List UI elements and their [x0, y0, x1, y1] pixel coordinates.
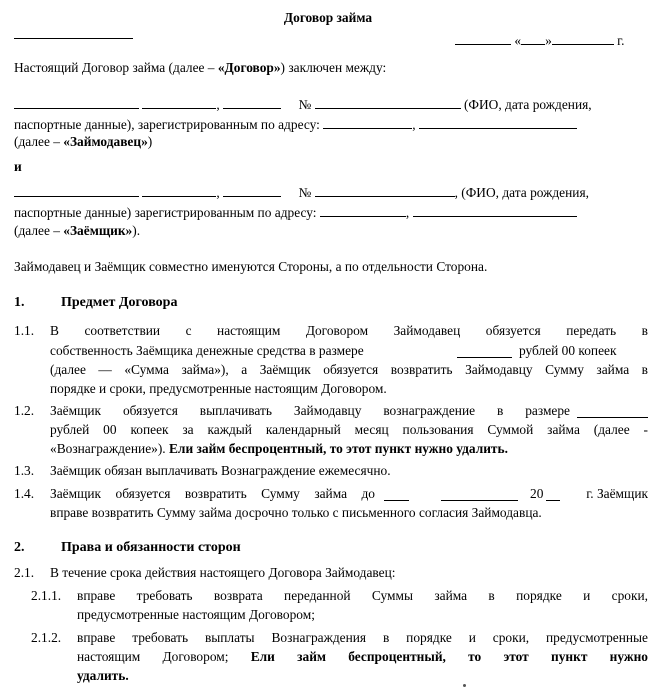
clause-2-1-number: 2.1.	[14, 565, 35, 580]
intro-text: Настоящий Договор займа (далее – «Договор») заключен между:	[14, 60, 387, 75]
day-prefix-blank	[455, 30, 511, 45]
document-title: Договор займа	[283, 10, 373, 25]
section2-number: 2.	[14, 540, 25, 555]
clause-1-4-line2: вправе возвратить Сумму займа досрочно только с письменного согласия Займодавца.	[50, 505, 542, 520]
clause-2-1-1-line1: вправе требовать возврата переданной Суммы займа в порядке и сроки,	[77, 588, 648, 603]
clause-1-1-line4: порядке и сроки, предусмотренные настоящим Договором.	[50, 381, 387, 396]
delete-note-2: Ели займ беспроцентный, то этот пункт нужно	[250, 649, 648, 664]
clause-1-2-line3: «Вознаграждение»). Ели займ беспроцентный, то этот пункт нужно удалить.	[50, 441, 508, 456]
clause-2-1-text: В течение срока действия настоящего Договора Займодавец:	[50, 565, 396, 580]
clause-1-1-line2a: собственность Заёмщика денежные средства в размере	[50, 343, 364, 358]
return-month-blank	[441, 486, 518, 501]
clause-1-4-line1c: г. Заёмщик	[586, 486, 648, 501]
clause-2-1-2-line2: настоящим Договором; Ели займ беспроцентный, то этот пункт нужно	[77, 649, 648, 664]
quote-open: «	[514, 33, 522, 48]
clause-1-4-number: 1.4.	[14, 486, 35, 501]
quote-close: »	[545, 33, 552, 48]
party1-line1: , № (ФИО, дата рождения,	[14, 94, 592, 115]
clause-2-1-1-number: 2.1.1.	[31, 588, 62, 603]
clause-1-1-line2b: рублей 00 копеек	[519, 343, 617, 358]
delete-note: Ели займ беспроцентный, то этот пункт нужно удалить.	[169, 441, 508, 456]
clause-1-3-line1: Заёмщик обязан выплачивать Вознаграждение ежемесячно.	[50, 463, 391, 478]
party2-line3: (далее – «Заёмщик»).	[14, 223, 141, 238]
place-blank	[14, 24, 133, 39]
year-suffix: г.	[617, 33, 625, 48]
section1-heading: Предмет Договора	[61, 295, 178, 310]
parties-note: Займодавец и Заёмщик совместно именуются Стороны, а по отдельности Сторона.	[14, 259, 488, 274]
clause-2-1-2-line3: удалить.	[77, 668, 129, 683]
party2-line2: паспортные данные) зарегистрированным по адресу: ,	[14, 202, 577, 223]
return-day-blank	[384, 486, 409, 501]
clause-1-2-line2: рублей 00 копеек за каждый календарный месяц пользования Суммой займа (далее -	[50, 422, 648, 437]
and-word: и	[14, 159, 22, 174]
clause-1-2-line1: Заёмщик обязуется выплачивать Займодавцу вознаграждение в размере	[50, 403, 570, 418]
month-blank	[552, 30, 614, 45]
clause-1-4-line1a: Заёмщик обязуется возвратить Сумму займа до	[50, 486, 375, 501]
return-year-blank	[546, 486, 560, 501]
reward-blank	[577, 403, 648, 418]
section1-number: 1.	[14, 295, 25, 310]
clause-2-1-2-line1: вправе требовать выплаты Вознаграждения в порядке и сроки, предусмотренные	[77, 630, 648, 645]
party2-line1: , № , (ФИО, дата рождения,	[14, 182, 589, 203]
amount-blank	[457, 343, 512, 358]
date-line	[455, 30, 624, 51]
party1-line2: паспортные данные), зарегистрированным по адресу: ,	[14, 114, 577, 135]
clause-1-3-number: 1.3.	[14, 463, 35, 478]
clause-2-1-1-line2: предусмотренные настоящим Договором;	[77, 607, 315, 622]
clause-1-1-line3: (далее — «Сумма займа»), а Заёмщик обязуется возвратить Займодавцу Сумму займа в	[50, 362, 648, 377]
clause-2-1-2-number: 2.1.2.	[31, 630, 62, 645]
clause-1-1-number: 1.1.	[14, 323, 35, 338]
section2-heading: Права и обязанности сторон	[61, 540, 241, 555]
party1-line3: (далее – «Займодавец»)	[14, 134, 153, 149]
day-blank	[521, 30, 545, 45]
clause-1-4-year: 20	[530, 486, 544, 501]
clause-1-2-number: 1.2.	[14, 403, 35, 418]
page-mark	[463, 684, 466, 687]
clause-1-1-line1: В соответствии с настоящим Договором Займодавец обязуется передать в	[50, 323, 648, 338]
